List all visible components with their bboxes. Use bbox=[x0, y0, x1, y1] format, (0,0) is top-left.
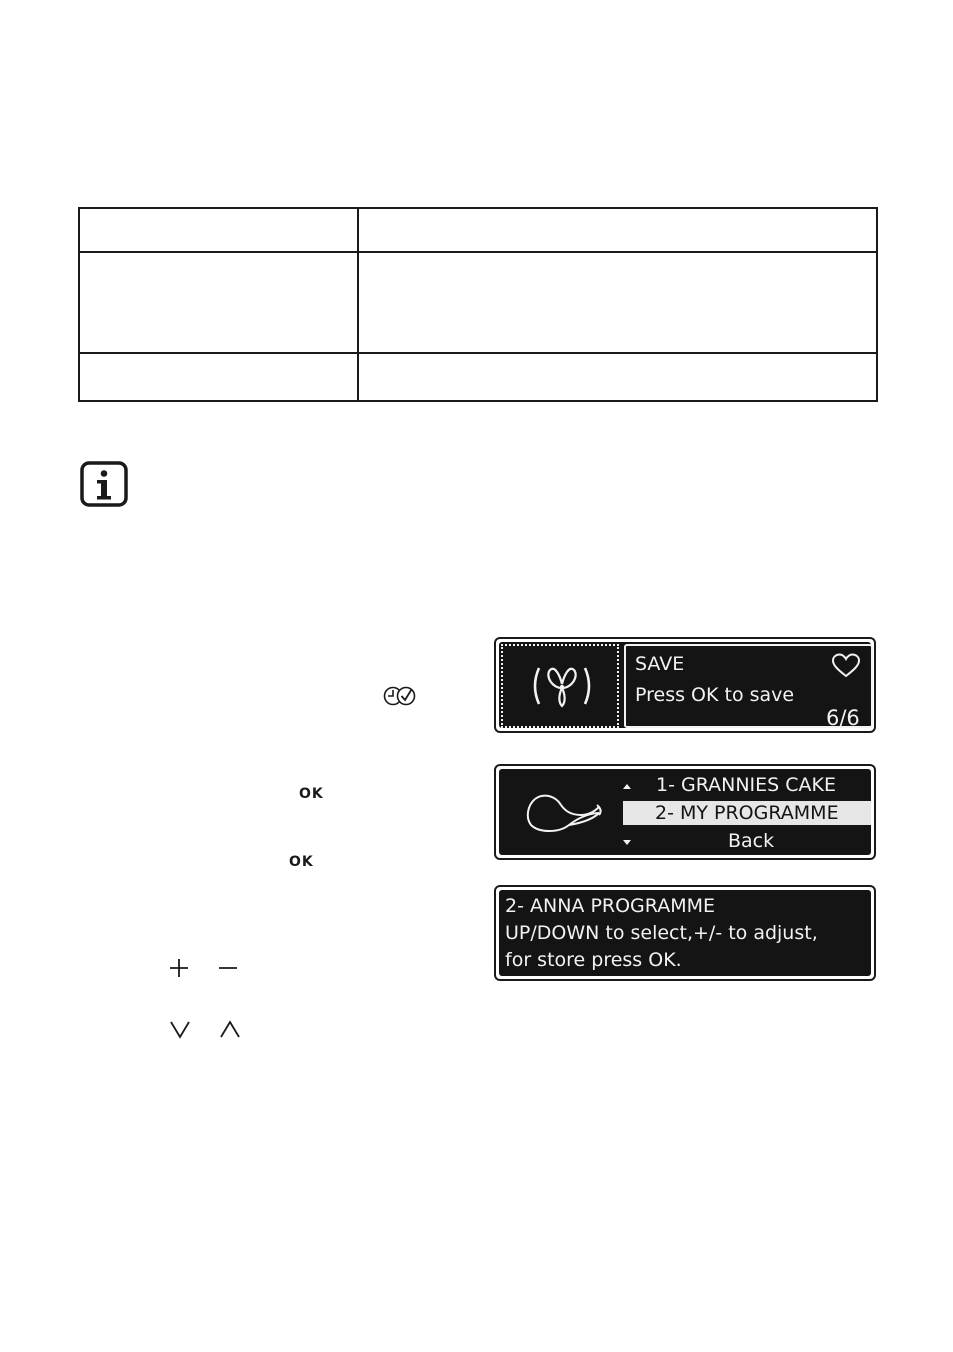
chevron-down-icon bbox=[168, 1019, 192, 1041]
clock-check-icon bbox=[383, 685, 417, 707]
display-title: SAVE bbox=[635, 653, 685, 675]
display-screen bbox=[499, 890, 871, 976]
program-name: 2- ANNA PROGRAMME bbox=[505, 895, 716, 917]
info-icon bbox=[80, 461, 128, 507]
display-program-edit bbox=[494, 885, 876, 981]
settings-table bbox=[78, 207, 878, 402]
list-item-selected[interactable]: 2- MY PROGRAMME bbox=[655, 802, 839, 824]
display-screen bbox=[499, 769, 871, 855]
ok-key-label: OK bbox=[289, 854, 314, 870]
table-row-divider bbox=[80, 352, 876, 354]
display-program-list bbox=[494, 764, 876, 860]
ok-key-label: OK bbox=[299, 786, 324, 802]
arrow-up-icon[interactable] bbox=[621, 781, 633, 791]
table-row-divider bbox=[80, 251, 876, 253]
list-item-back[interactable]: Back bbox=[728, 830, 775, 852]
minus-icon bbox=[217, 957, 239, 979]
heart-icon bbox=[831, 653, 861, 679]
display-message: Press OK to save bbox=[635, 684, 795, 706]
plus-icon bbox=[168, 957, 190, 979]
display-screen bbox=[499, 642, 871, 728]
chevron-up-icon bbox=[218, 1019, 242, 1041]
fan-icon bbox=[529, 662, 595, 710]
instruction-line: for store press OK. bbox=[505, 949, 682, 971]
meat-icon bbox=[523, 791, 603, 837]
arrow-down-icon[interactable] bbox=[621, 838, 633, 848]
display-save bbox=[494, 637, 876, 733]
instruction-line: UP/DOWN to select,+/- to adjust, bbox=[505, 922, 818, 944]
table-column-divider bbox=[357, 209, 359, 400]
list-item[interactable]: 1- GRANNIES CAKE bbox=[656, 774, 836, 796]
program-counter: 6/6 bbox=[826, 706, 860, 730]
